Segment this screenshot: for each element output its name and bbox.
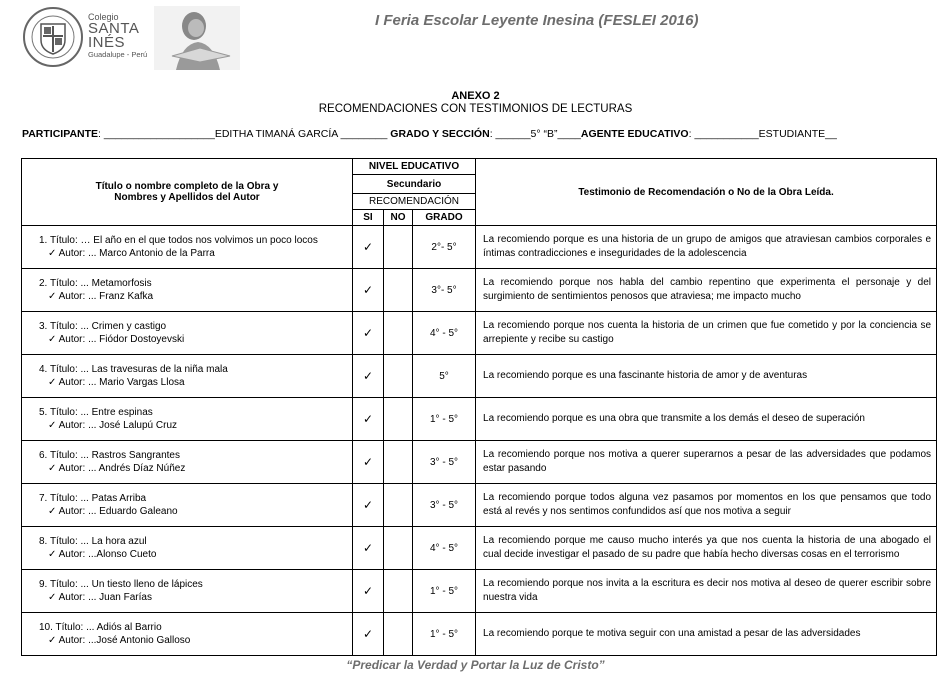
si-check-icon: ✓ bbox=[353, 613, 384, 656]
obra-author: ✓ Autor: ... Mario Vargas Llosa bbox=[48, 377, 185, 388]
school-line-1: Colegio bbox=[88, 12, 119, 22]
obra-author: ✓ Autor: ... Franz Kafka bbox=[48, 291, 154, 302]
school-name bbox=[88, 12, 147, 59]
obra-title: 1. Título: … El año en el que todos nos volvimos un poco locos bbox=[39, 235, 318, 246]
testimonio-cell: La recomiendo porque nos cuenta la historia de un crimen que fue cometido y por la conciencia se arrepiente y recibe su castigo bbox=[476, 312, 937, 355]
header-no: NO bbox=[384, 210, 413, 226]
obra-title: 8. Título: ... La hora azul bbox=[39, 536, 147, 547]
si-check-icon: ✓ bbox=[353, 355, 384, 398]
si-check-icon: ✓ bbox=[353, 441, 384, 484]
table-row bbox=[22, 527, 937, 570]
grado-cell: 4° - 5° bbox=[413, 527, 476, 570]
testimonio-cell: La recomiendo porque te motiva seguir con una amistad a pesar de las adversidades bbox=[476, 613, 937, 656]
header-grado: GRADO bbox=[413, 210, 476, 226]
obra-author: ✓ Autor: ... José Lalupú Cruz bbox=[48, 420, 177, 431]
no-cell bbox=[384, 441, 413, 484]
obra-author: ✓ Autor: ... Juan Farías bbox=[48, 592, 152, 603]
obra-cell bbox=[22, 269, 353, 312]
header-secundario: Secundario bbox=[353, 175, 476, 194]
si-check-icon: ✓ bbox=[353, 527, 384, 570]
grado-cell: 3°- 5° bbox=[413, 269, 476, 312]
annex-subtitle: RECOMENDACIONES CON TESTIMONIOS DE LECTURAS bbox=[318, 103, 633, 115]
header-testimonio: Testimonio de Recomendación o No de la Obra Leída. bbox=[476, 159, 937, 226]
obra-author: ✓ Autor: ...José Antonio Galloso bbox=[48, 635, 191, 646]
annex-title: ANEXO 2 bbox=[451, 90, 500, 102]
si-check-icon: ✓ bbox=[353, 226, 384, 269]
obra-title: 5. Título: ... Entre espinas bbox=[39, 407, 153, 418]
testimonio-cell: La recomiendo porque nos motiva a querer superarnos a pesar de las adversidades que podamos estar pasando bbox=[476, 441, 937, 484]
header-si: SI bbox=[353, 210, 384, 226]
table-row bbox=[22, 269, 937, 312]
school-line-3: INÉS bbox=[88, 34, 126, 51]
reading-girl-image bbox=[154, 6, 240, 70]
testimonio-cell: La recomiendo porque es una historia de un grupo de amigos que atraviesan cambios corporales e íntimas contradicciones e inseguridades de la adolescencia bbox=[476, 226, 937, 269]
no-cell bbox=[384, 355, 413, 398]
grado-cell: 1° - 5° bbox=[413, 398, 476, 441]
table-row bbox=[22, 355, 937, 398]
no-cell bbox=[384, 226, 413, 269]
agent-label: AGENTE EDUCATIVO bbox=[580, 128, 689, 140]
obra-title: 2. Título: ... Metamorfosis bbox=[39, 278, 152, 289]
header-obra: Título o nombre completo de la Obra y Nombres y Apellidos del Autor bbox=[22, 159, 353, 226]
obra-cell bbox=[22, 570, 353, 613]
table-row bbox=[22, 312, 937, 355]
grado-cell: 3° - 5° bbox=[413, 441, 476, 484]
no-cell bbox=[384, 398, 413, 441]
obra-title: 3. Título: ... Crimen y castigo bbox=[39, 321, 167, 332]
obra-cell bbox=[22, 312, 353, 355]
table-row bbox=[22, 226, 937, 269]
obra-title: 4. Título: ... Las travesuras de la niña mala bbox=[39, 364, 228, 375]
si-check-icon: ✓ bbox=[353, 312, 384, 355]
grado-cell: 3° - 5° bbox=[413, 484, 476, 527]
obra-author: ✓ Autor: ... Andrés Díaz Núñez bbox=[48, 463, 186, 474]
si-check-icon: ✓ bbox=[353, 484, 384, 527]
agent-value: : ___________ESTUDIANTE__ bbox=[688, 128, 837, 140]
obra-cell bbox=[22, 355, 353, 398]
no-cell bbox=[384, 484, 413, 527]
obra-cell bbox=[22, 484, 353, 527]
testimonio-cell: La recomiendo porque es una fascinante historia de amor y de aventuras bbox=[476, 355, 937, 398]
obra-cell bbox=[22, 226, 353, 269]
school-line-2: SANTA bbox=[88, 20, 140, 37]
participant-label: PARTICIPANTE bbox=[22, 128, 99, 140]
table-row bbox=[22, 484, 937, 527]
obra-title: 7. Título: ... Patas Arriba bbox=[39, 493, 147, 504]
obra-title: 6. Título: ... Rastros Sangrantes bbox=[39, 450, 180, 461]
grado-cell: 4° - 5° bbox=[413, 312, 476, 355]
si-check-icon: ✓ bbox=[353, 570, 384, 613]
obra-author: ✓ Autor: ...Alonso Cueto bbox=[48, 549, 157, 560]
obra-author: ✓ Autor: ... Eduardo Galeano bbox=[48, 506, 178, 517]
recommendations-table bbox=[21, 158, 937, 656]
grade-label: GRADO Y SECCIÓN bbox=[390, 128, 490, 140]
obra-author: ✓ Autor: ... Fiódor Dostoyevski bbox=[48, 334, 185, 345]
school-line-4: Guadalupe - Perú bbox=[88, 50, 148, 59]
no-cell bbox=[384, 570, 413, 613]
si-check-icon: ✓ bbox=[353, 269, 384, 312]
testimonio-cell: La recomiendo porque nos habla del cambio repentino que experimenta el personaje y del surgimiento de sentimientos penosos que atraviesa; me impacto mucho bbox=[476, 269, 937, 312]
footer-motto: “Predicar la Verdad y Portar la Luz de Cristo” bbox=[346, 658, 605, 672]
obra-title: 9. Título: ... Un tiesto lleno de lápices bbox=[39, 579, 203, 590]
participant-line bbox=[22, 128, 837, 140]
no-cell bbox=[384, 312, 413, 355]
obra-cell bbox=[22, 398, 353, 441]
si-check-icon: ✓ bbox=[353, 398, 384, 441]
no-cell bbox=[384, 613, 413, 656]
no-cell bbox=[384, 527, 413, 570]
grado-cell: 1° - 5° bbox=[413, 570, 476, 613]
grado-cell: 2°- 5° bbox=[413, 226, 476, 269]
obra-cell bbox=[22, 441, 353, 484]
page-header bbox=[0, 0, 951, 75]
grado-cell: 1° - 5° bbox=[413, 613, 476, 656]
testimonio-cell: La recomiendo porque todos alguna vez pasamos por momentos en los que pensamos que todo está al revés y nos sentimos confundidos así que nos motiva a seguir bbox=[476, 484, 937, 527]
obra-author: ✓ Autor: ... Marco Antonio de la Parra bbox=[48, 248, 215, 259]
obra-cell bbox=[22, 613, 353, 656]
participant-value: : ___________________EDITHA TIMANÁ GARCÍA ________ bbox=[98, 128, 391, 140]
grade-value: : ______5° “B”____ bbox=[489, 128, 581, 140]
school-crest-logo bbox=[22, 6, 84, 68]
table-row bbox=[22, 441, 937, 484]
header-nivel: NIVEL EDUCATIVO bbox=[353, 159, 476, 175]
fair-title: I Feria Escolar Leyente Inesina (FESLEI 2016) bbox=[375, 12, 699, 29]
table-row bbox=[22, 570, 937, 613]
table-row bbox=[22, 613, 937, 656]
obra-title: 10. Título: ... Adiós al Barrio bbox=[39, 622, 162, 633]
grado-cell: 5° bbox=[413, 355, 476, 398]
table-row bbox=[22, 398, 937, 441]
testimonio-cell: La recomiendo porque me causo mucho interés ya que nos cuenta la historia de una abogado el cual decide investigar el pasado de su padre que había hecho diversas cosas en el terrorismo bbox=[476, 527, 937, 570]
header-recomendacion: RECOMENDACIÓN bbox=[353, 194, 476, 210]
obra-cell bbox=[22, 527, 353, 570]
testimonio-cell: La recomiendo porque es una obra que transmite a los demás el deseo de superación bbox=[476, 398, 937, 441]
no-cell bbox=[384, 269, 413, 312]
testimonio-cell: La recomiendo porque nos invita a la escritura es decir nos motiva al deseo de querer escribir sobre nuestra vida bbox=[476, 570, 937, 613]
